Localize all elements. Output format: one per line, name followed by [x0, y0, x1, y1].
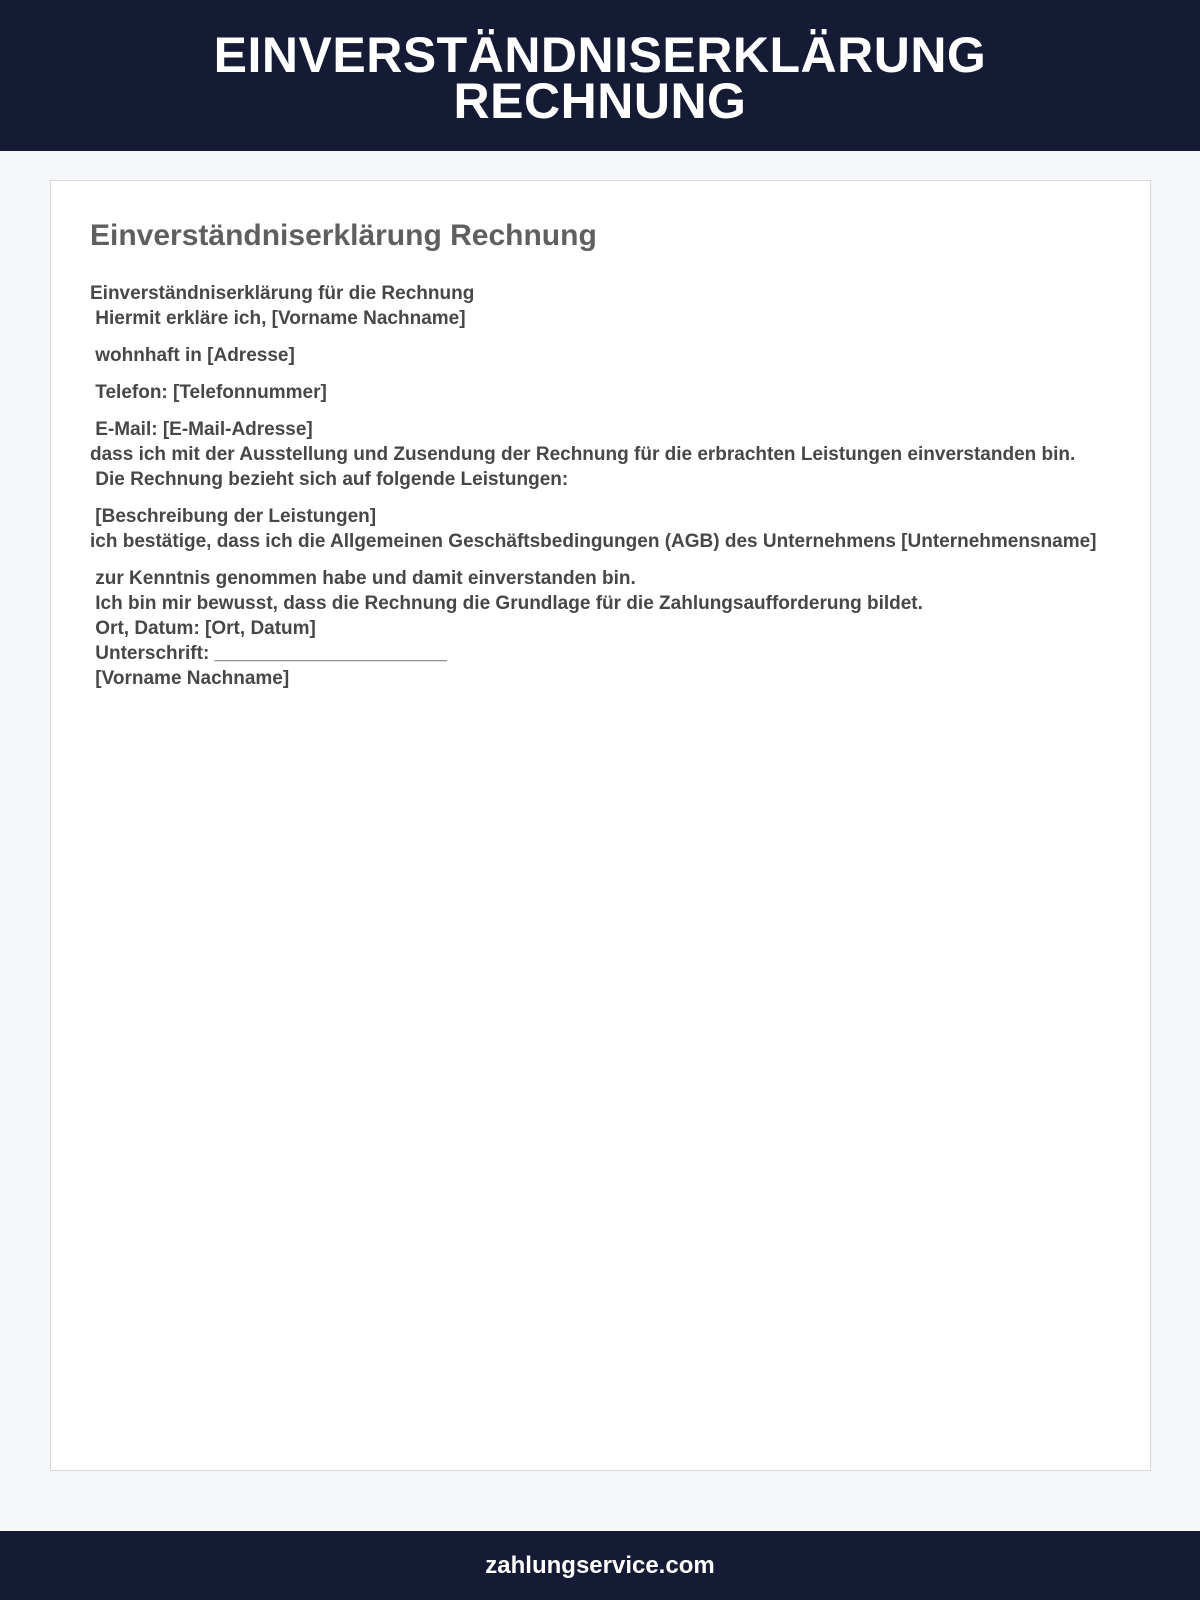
header-title-line-2: RECHNUNG: [453, 72, 747, 129]
document-line-email: E-Mail: [E-Mail-Adresse]: [90, 419, 313, 440]
document-line-signature: Unterschrift: ______________________: [90, 643, 448, 664]
document-heading: Einverständniserklärung Rechnung: [90, 219, 597, 252]
document-line-name: [Vorname Nachname]: [90, 668, 290, 689]
page-footer: [0, 1531, 1200, 1600]
footer-site-name: zahlungservice.com: [485, 1551, 715, 1579]
document-line-consent: dass ich mit der Ausstellung und Zusendung der Rechnung für die erbrachten Leistungen einverstanden bin.: [90, 444, 1076, 465]
document-line-place-date: Ort, Datum: [Ort, Datum]: [90, 618, 316, 639]
document-line-services-intro: Die Rechnung bezieht sich auf folgende Leistungen:: [90, 469, 569, 490]
document-line-agb-ack: zur Kenntnis genommen habe und damit einverstanden bin.: [90, 568, 636, 589]
header-title-line-1: EINVERSTÄNDNISERKLÄRUNG: [213, 26, 987, 83]
document-card: [50, 180, 1151, 1471]
document-line-services-desc: [Beschreibung der Leistungen]: [90, 506, 377, 527]
document-line-declarant: Hiermit erkläre ich, [Vorname Nachname]: [90, 308, 466, 329]
document-line-agb: ich bestätige, dass ich die Allgemeinen Geschäftsbedingungen (AGB) des Unternehmens [Unternehmensname]: [90, 531, 1097, 552]
document-line-awareness: Ich bin mir bewusst, dass die Rechnung die Grundlage für die Zahlungsaufforderung bildet.: [90, 593, 923, 614]
document-line-address: wohnhaft in [Adresse]: [90, 345, 295, 366]
page-header: [0, 0, 1200, 151]
document-line-phone: Telefon: [Telefonnummer]: [90, 382, 327, 403]
document-line-title: Einverständniserklärung für die Rechnung: [90, 283, 475, 304]
document-body: [90, 281, 1110, 691]
